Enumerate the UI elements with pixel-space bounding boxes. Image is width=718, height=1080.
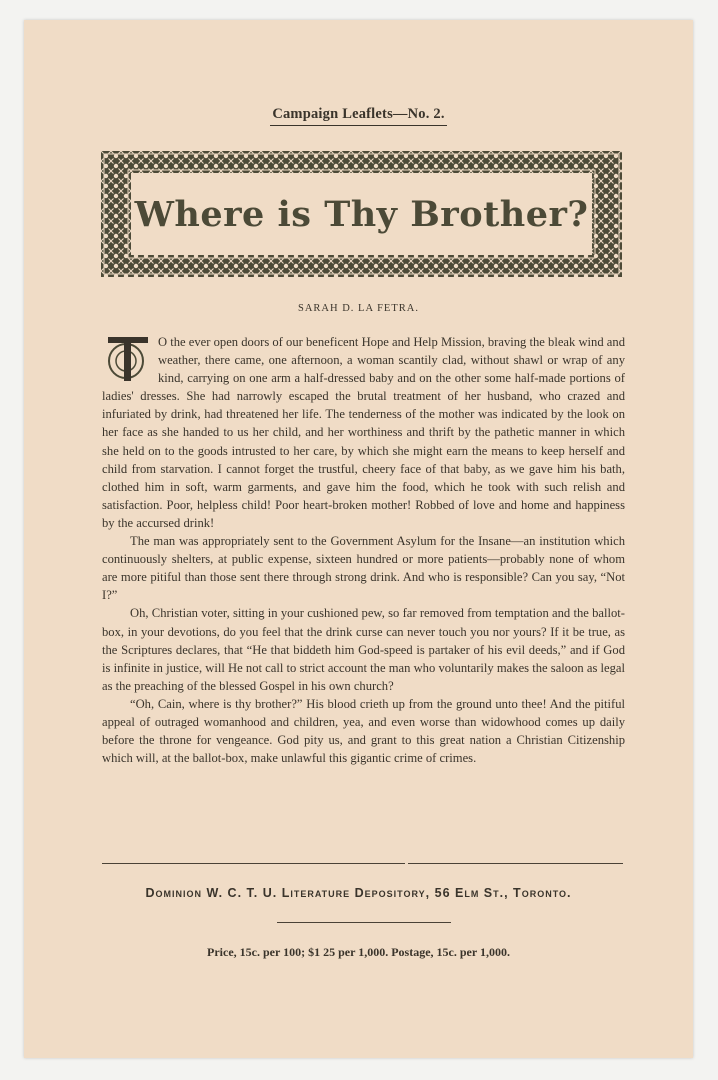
article-body — [102, 333, 625, 767]
author-byline: SARAH D. LA FETRA. — [298, 303, 419, 314]
leaflet-page — [24, 20, 693, 1058]
paragraph-2: The man was appropriately sent to the Government Asylum for the Insane—an institution which continuously shelters, at public expense, sixteen hundred or more patients—probably none of whom are more pitiful than those sent there through strong drink. And who is responsible? Can you say, “Not I?” — [102, 534, 625, 603]
divider-short — [277, 922, 451, 923]
drop-cap — [102, 335, 150, 383]
title-ornamental-border — [101, 151, 622, 277]
series-label: Campaign Leaflets—No. 2. — [270, 106, 446, 126]
paragraph-1 — [102, 333, 625, 532]
divider-right — [408, 863, 623, 864]
divider-left — [102, 863, 405, 864]
price-line: Price, 15c. per 100; $1 25 per 1,000. Postage, 15c. per 1,000. — [207, 945, 510, 959]
paragraph-4: “Oh, Cain, where is thy brother?” His blood crieth up from the ground unto thee! And the pitiful appeal of outraged womanhood and children, yea, and even worse than widowhood comes up daily before the throne for vengeance. God pity us, and grant to this great nation a Christian Citizenship which will, at the ballot-box, make unlawful this gigantic crime of crimes. — [102, 696, 625, 766]
depository-line: Dominion W. C. T. U. Literature Depository, 56 Elm St., Toronto. — [145, 886, 572, 900]
paragraph-1-text: O the ever open doors of our beneficent Hope and Help Mission, braving the bleak wind and weather, there came, one afternoon, a woman scantily clad, without shawl or wrap of any kind, carrying on one arm a half-dressed baby and on the other some half-made portions of ladies' dresses. She had narrowly escaped the brutal treatment of her husband, who crazed and infuriated by drink, had threatened her life. The tenderness of the mother was indicated by the look on her face as she handed to us her child, and her worthiness and thrift by the pathetic manner in which she held on to the goods intrusted to her care, by which she might earn the means to keep herself and child from starvation. I cannot forget the trustful, cheery face of that baby, as we gave him his bath, clothed him in soft, warm garments, and gave him the food, which he took with such relish and satisfaction. Poor, helpless child! Poor heart-broken mother! Robbed of love and home and happiness by the accursed drink! — [102, 335, 625, 530]
leaflet-title: Where is Thy Brother? — [134, 193, 589, 235]
paragraph-3: Oh, Christian voter, sitting in your cushioned pew, so far removed from temptation and the ballot-box, in your devotions, do you feel that the drink curse can never touch you nor yours? If it be true, as the Scriptures declares, that “He that biddeth him God-speed is partaker of his evil deeds,” and if God is infinite in justice, will He not call to strict account the man who voluntarily makes the saloon as legal as the preaching of the blessed Gospel in his own church? — [102, 606, 625, 693]
title-panel — [131, 173, 592, 255]
series-heading — [24, 106, 693, 123]
